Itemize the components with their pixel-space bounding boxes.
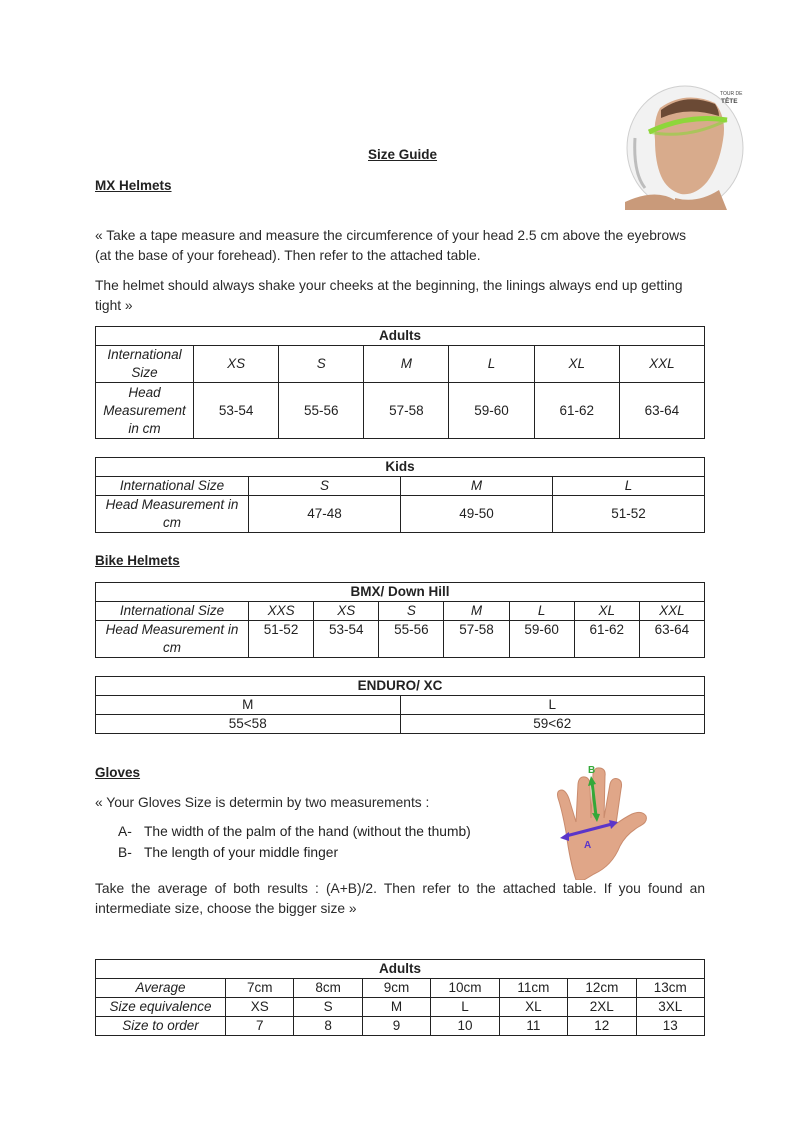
photo-label-2: TÊTE (721, 98, 738, 105)
list-marker: B- (118, 845, 132, 860)
size-cell: S (294, 998, 362, 1017)
table-caption: Adults (96, 327, 705, 346)
photo-label-1: TOUR DE (720, 91, 743, 97)
label-b: B (588, 765, 596, 776)
size-cell: M (364, 346, 449, 383)
row-label: International Size (96, 602, 249, 621)
order-cell: 10 (431, 1017, 499, 1036)
measurement-cell: 51-52 (553, 496, 705, 533)
table-caption: ENDURO/ XC (96, 677, 705, 696)
average-cell: 9cm (362, 979, 430, 998)
average-cell: 13cm (636, 979, 704, 998)
size-cell: XXL (619, 346, 704, 383)
order-cell: 12 (568, 1017, 636, 1036)
order-cell: 9 (362, 1017, 430, 1036)
order-cell: 8 (294, 1017, 362, 1036)
row-label: Head Measurement in cm (96, 621, 249, 658)
measurement-cell: 57-58 (364, 383, 449, 439)
mx-adults-table (95, 326, 705, 439)
average-cell: 10cm (431, 979, 499, 998)
label-a: A (584, 840, 592, 851)
row-label: Head Measurement in cm (96, 496, 249, 533)
list-text: The width of the palm of the hand (without the thumb) (144, 824, 471, 839)
size-cell: XL (534, 346, 619, 383)
mx-fit-paragraph: The helmet should always shake your cheeks at the beginning, the linings always end up getting tight » (95, 278, 683, 313)
measurement-cell: 55-56 (279, 383, 364, 439)
hand-measurement-illustration (536, 762, 654, 880)
table-caption: BMX/ Down Hill (96, 583, 705, 602)
mx-instruction-paragraph: « Take a tape measure and measure the circumference of your head 2.5 cm above the eyebrows (at the base of your forehead). Then refer to the attached table. (95, 228, 687, 263)
measurement-cell: 59<62 (400, 715, 705, 734)
size-cell: L (400, 696, 705, 715)
size-cell: XS (226, 998, 294, 1017)
average-cell: 12cm (568, 979, 636, 998)
size-cell: 3XL (636, 998, 704, 1017)
gloves-table (95, 959, 705, 1036)
list-marker: A- (118, 824, 132, 839)
measurement-cell: 61-62 (534, 383, 619, 439)
list-item (118, 824, 471, 839)
size-cell: XL (574, 602, 639, 621)
list-text: The length of your middle finger (144, 845, 339, 860)
enduro-table (95, 676, 705, 734)
page-title: Size Guide (368, 147, 438, 162)
measurement-cell: 59-60 (449, 383, 534, 439)
hand-illustration (536, 762, 654, 880)
gloves-outro: Take the average of both results : (A+B)/2. Then refer to the attached table. If you found an intermediate size, choose the bigger size » (95, 881, 705, 916)
size-cell: XXL (639, 602, 704, 621)
order-cell: 7 (226, 1017, 294, 1036)
mx-helmets-heading: MX Helmets (95, 178, 172, 193)
size-cell: S (279, 346, 364, 383)
measurement-cell: 53-54 (314, 621, 379, 658)
measurement-cell: 63-64 (639, 621, 704, 658)
measurement-cell: 59-60 (509, 621, 574, 658)
row-label: International Size (96, 346, 194, 383)
head-photo-illustration (615, 78, 745, 210)
size-cell: M (401, 477, 553, 496)
size-cell: L (553, 477, 705, 496)
size-cell: M (362, 998, 430, 1017)
row-label: International Size (96, 477, 249, 496)
order-cell: 13 (636, 1017, 704, 1036)
measurement-cell: 49-50 (401, 496, 553, 533)
list-item (118, 845, 338, 860)
bmx-table (95, 582, 705, 658)
size-cell: M (444, 602, 509, 621)
size-cell: S (379, 602, 444, 621)
measurement-cell: 55-56 (379, 621, 444, 658)
measurement-cell: 57-58 (444, 621, 509, 658)
average-cell: 7cm (226, 979, 294, 998)
row-label: Size equivalence (96, 998, 226, 1017)
row-label: Head Measurement in cm (96, 383, 194, 439)
order-cell: 11 (499, 1017, 567, 1036)
average-cell: 8cm (294, 979, 362, 998)
gloves-intro: « Your Gloves Size is determin by two measurements : (95, 795, 430, 810)
row-label: Average (96, 979, 226, 998)
size-cell: S (249, 477, 401, 496)
size-cell: L (449, 346, 534, 383)
bike-helmets-heading: Bike Helmets (95, 553, 180, 568)
table-caption: Adults (96, 960, 705, 979)
row-label: Size to order (96, 1017, 226, 1036)
size-cell: L (509, 602, 574, 621)
average-cell: 11cm (499, 979, 567, 998)
measurement-cell: 47-48 (249, 496, 401, 533)
measurement-cell: 55<58 (96, 715, 401, 734)
table-caption: Kids (96, 458, 705, 477)
measurement-cell: 61-62 (574, 621, 639, 658)
size-cell: XS (314, 602, 379, 621)
size-cell: 2XL (568, 998, 636, 1017)
size-cell: XL (499, 998, 567, 1017)
measurement-cell: 63-64 (619, 383, 704, 439)
gloves-heading: Gloves (95, 765, 141, 780)
size-cell: XS (194, 346, 279, 383)
measurement-cell: 51-52 (249, 621, 314, 658)
mx-kids-table (95, 457, 705, 533)
head-measurement-photo (615, 78, 745, 210)
size-cell: XXS (249, 602, 314, 621)
measurement-cell: 53-54 (194, 383, 279, 439)
size-cell: M (96, 696, 401, 715)
size-cell: L (431, 998, 499, 1017)
